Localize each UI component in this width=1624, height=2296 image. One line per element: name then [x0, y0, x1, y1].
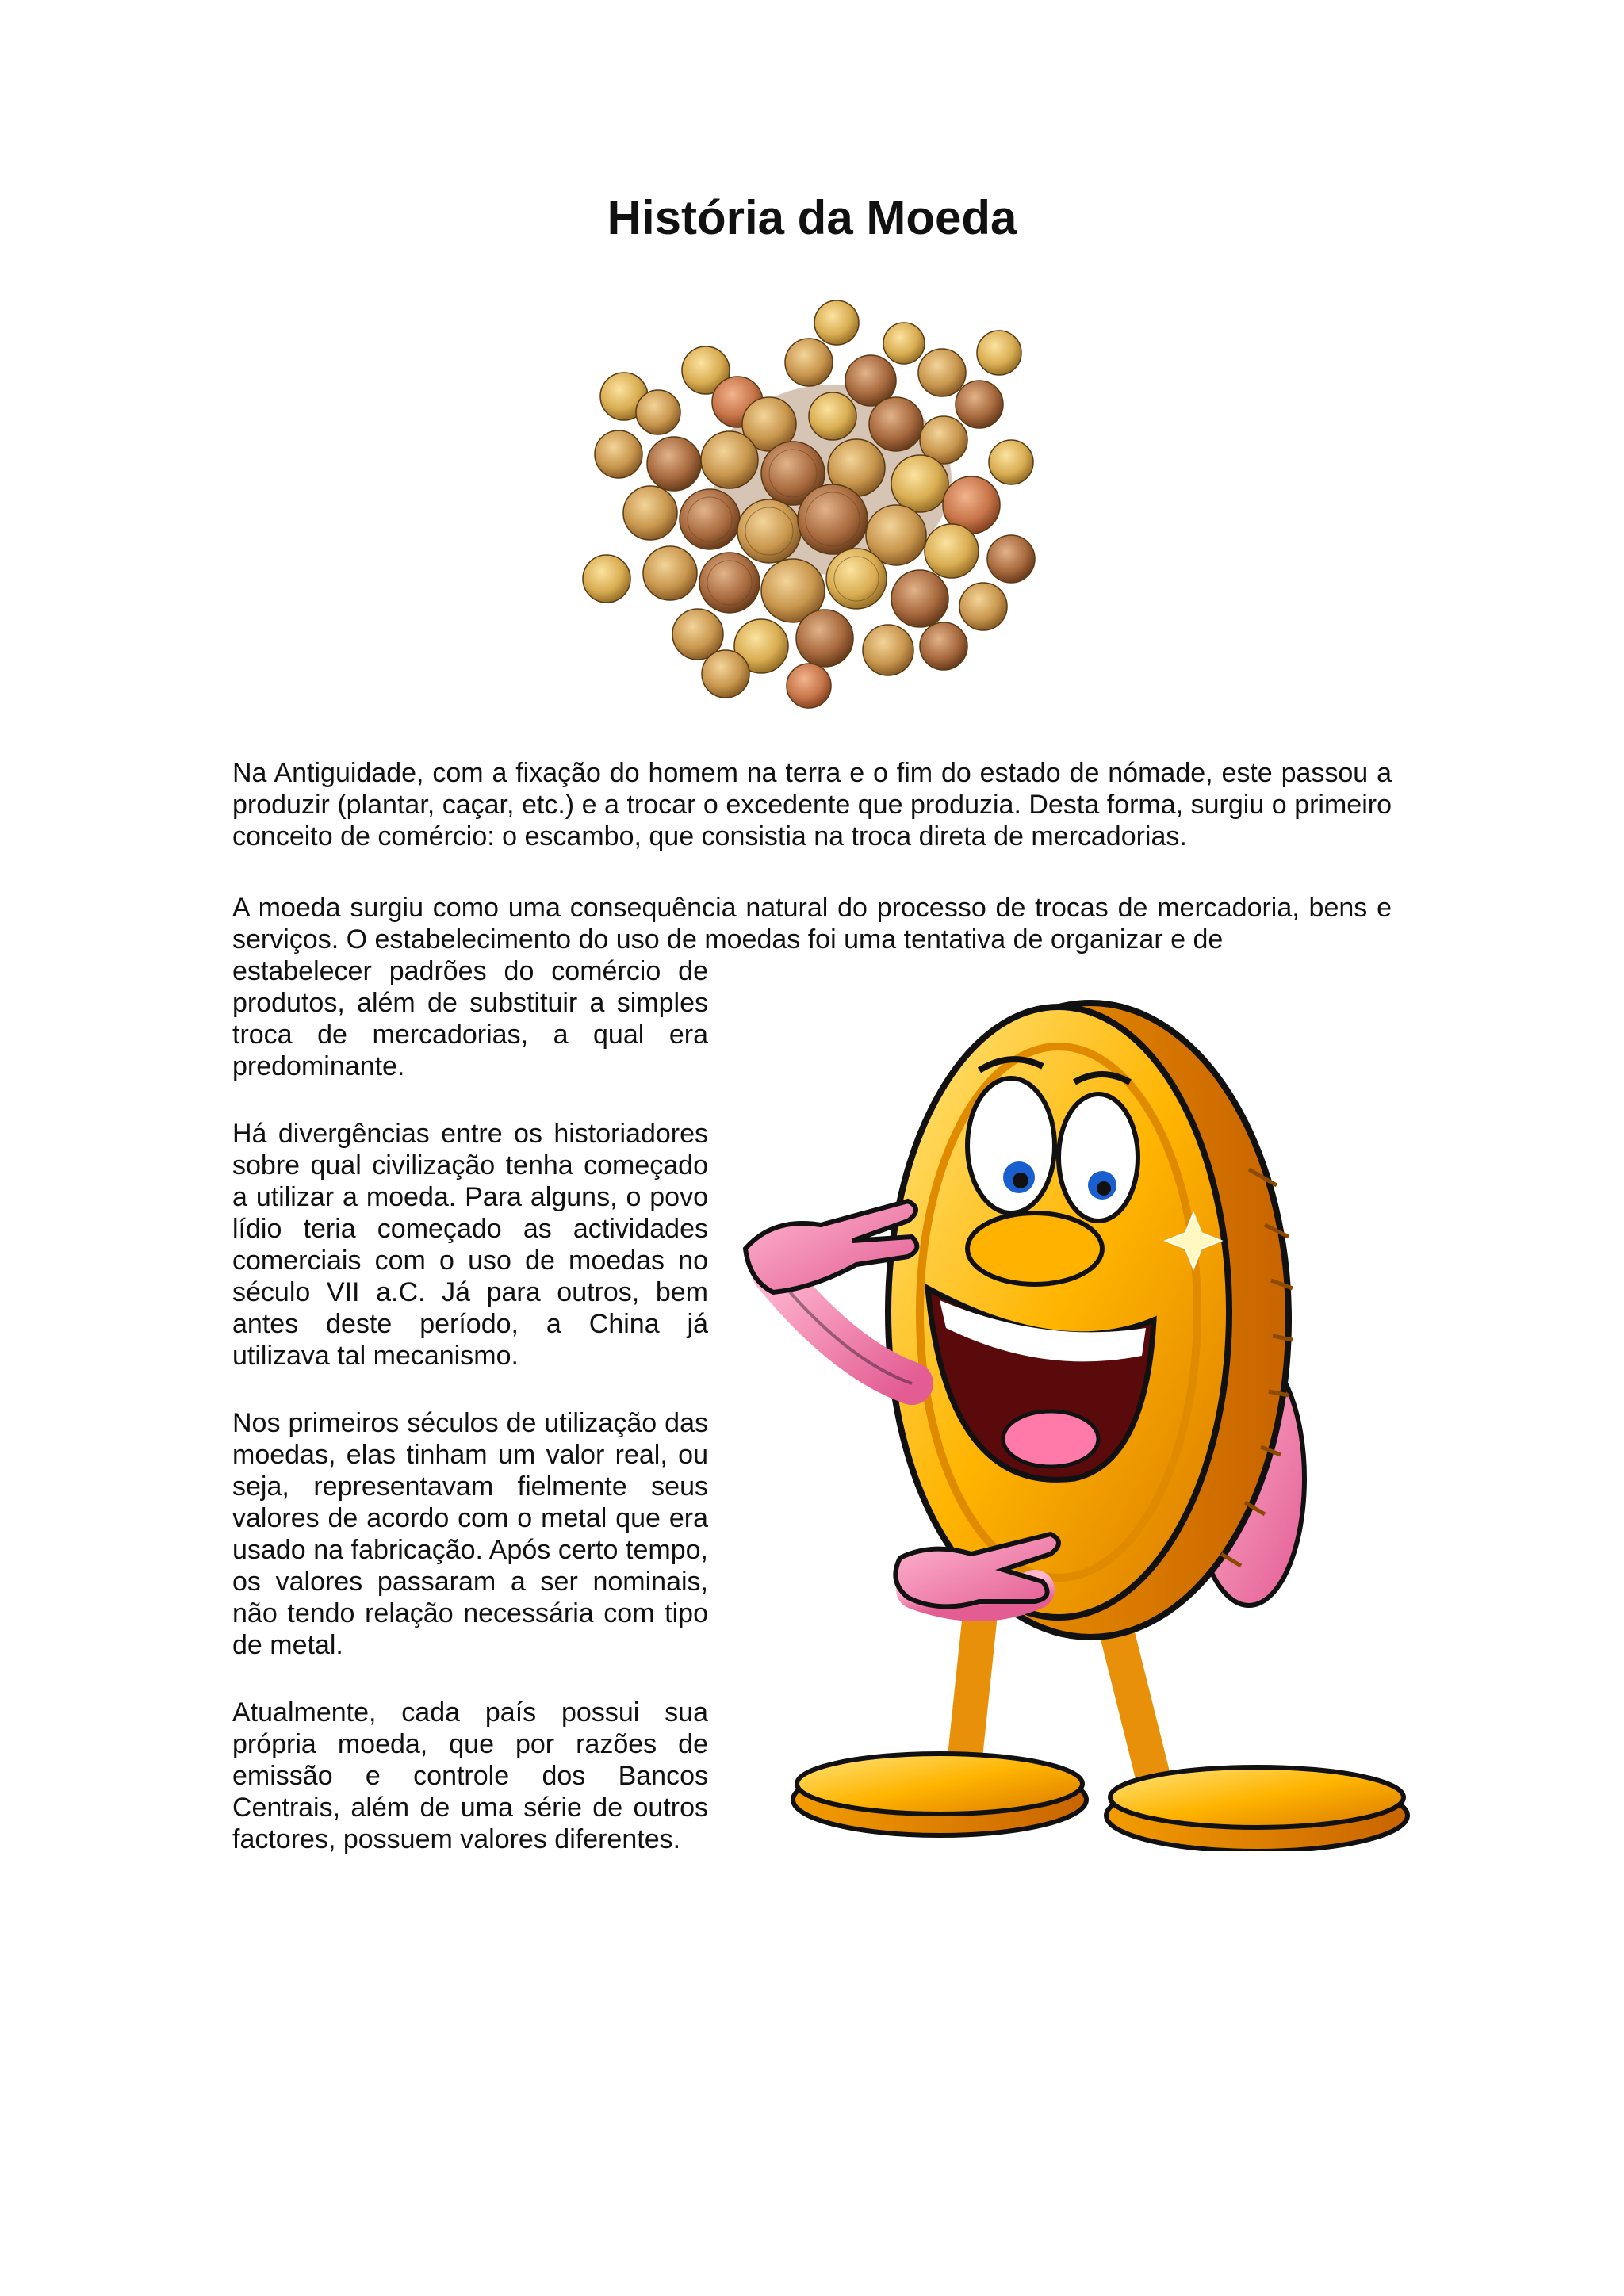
paragraph-padroes-comercio: estabelecer padrões do comércio de produtos, além de substituir a simples troca de mercadorias, a qual era predominante.: [232, 956, 708, 1081]
page-title: História da Moeda: [607, 191, 1017, 244]
paragraph-atualmente: Atualmente, cada país possui sua própria moeda, que por razões de emissão e controle dos Bancos Centrais, além de uma série de outros factores, possuem valores diferentes.: [232, 1697, 708, 1854]
paragraph-valor-real: Nos primeiros séculos de utilização das moedas, elas tinham um valor real, ou seja, representavam fielmente seus valores de acordo com o metal que era usado na fabricação. Após certo tempo, os valores passaram a ser nominais, não tendo relação necessária com tipo de metal.: [232, 1408, 708, 1660]
paragraph-historiadores: Há divergências entre os historiadores sobre qual civilização tenha começado a utilizar a moeda. Para alguns, o povo lídio teria começado as actividades comerciais com o uso de moedas no século VII a.C. Já para outros, bem antes deste período, a China já utilizava tal mecanismo.: [232, 1119, 708, 1371]
coin-mascot-icon: [741, 987, 1487, 1851]
paragraph-antiguidade: Na Antiguidade, com a fixação do homem na terra e o fim do estado de nómade, este passou a produzir (plantar, caçar, etc.) e a trocar o excedente que produzia. Desta forma, surgiu o primeiro conceito de comércio: o escambo, que consistia na troca direta de mercadorias.: [232, 758, 1392, 851]
paragraph-origem-moeda: A moeda surgiu como uma consequência natural do processo de trocas de mercadoria, bens e serviços. O estabelecimento do uso de moedas foi uma tentativa de organizar e de: [232, 893, 1392, 955]
coin-pile-icon: [571, 297, 1047, 710]
